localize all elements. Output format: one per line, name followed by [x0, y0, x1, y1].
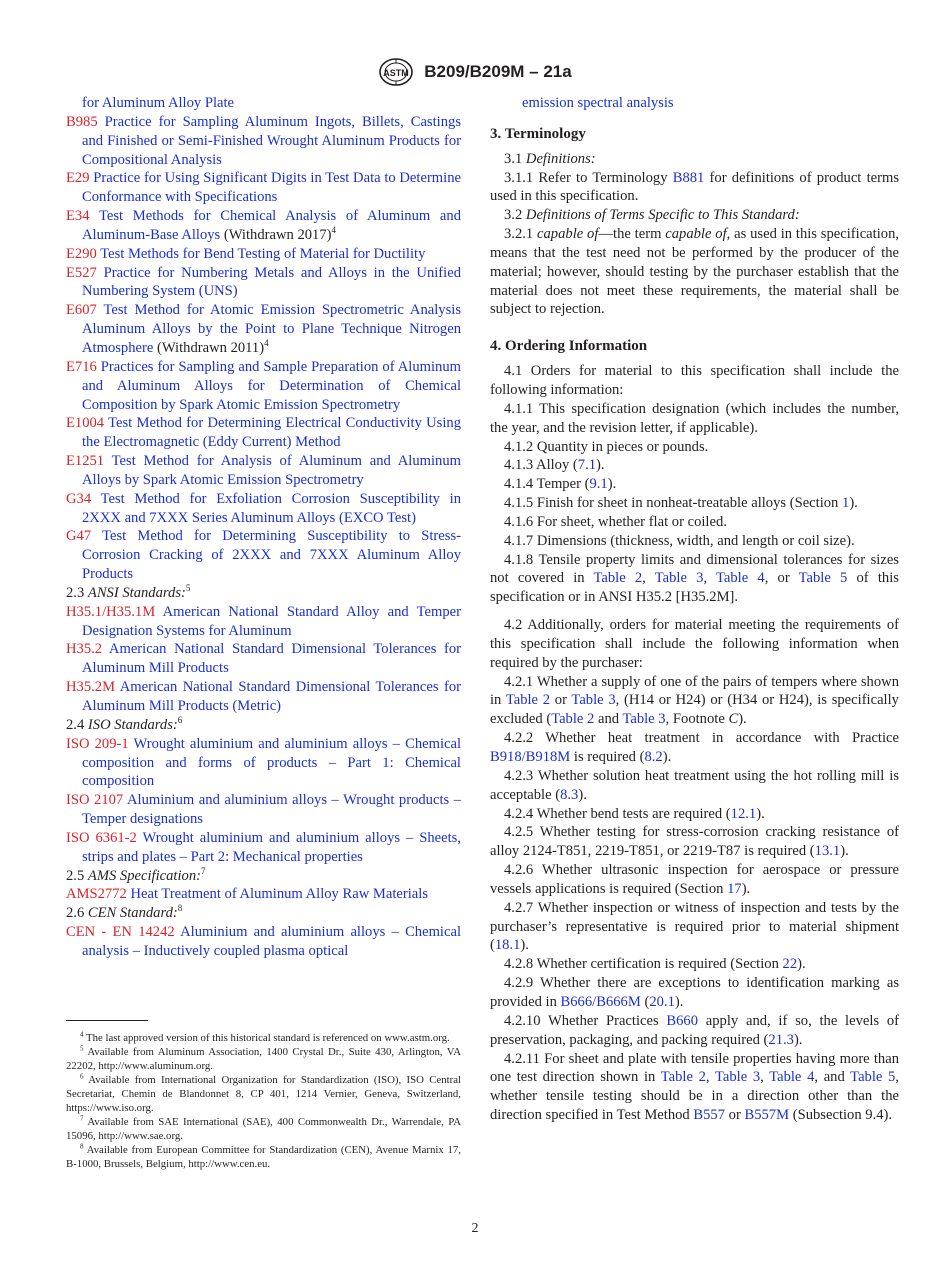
ref-link[interactable]: 21.3: [768, 1031, 794, 1048]
reference-entry: [66, 414, 461, 452]
footnote-marker: 4: [331, 225, 337, 236]
footnote-number: 8: [80, 1142, 84, 1151]
para-4-1-6: 4.1.6 For sheet, whether flat or coiled.: [504, 513, 727, 530]
para-3-1-1: 3.1.1 Refer to Terminology B881 for definitions of product terms used in this specification.: [490, 169, 899, 205]
reference-entry: [66, 113, 461, 170]
reference-code[interactable]: H35.1/H35.1M: [66, 603, 156, 620]
reference-code[interactable]: E716: [66, 358, 97, 375]
reference-title[interactable]: Test Method for Atomic Emission Spectrometric Analysis Aluminum Alloys by the Point to Plane Technique Nitrogen Atmosphere: [82, 302, 461, 356]
ref-link[interactable]: 7.1: [577, 457, 597, 474]
para-4-2-10: 4.2.10 Whether Practices B660 apply and, if so, the levels of preservation, packaging, and packing required (21.3).: [490, 1012, 900, 1048]
reference-title[interactable]: Test Methods for Chemical Analysis of Aluminum and Aluminum-Base Alloys: [82, 208, 461, 243]
footnote-text: Available from International Organization for Standardization (ISO), ISO Central Secretariat, Chemin de Blandonnet 8, CP 401, 1214 Vernier, Geneva, Switzerland, https://www.iso.org.: [66, 1074, 461, 1114]
ref-link[interactable]: Table 4: [769, 1069, 815, 1086]
para-3-2: 3.2 Definitions of Terms Specific to This Standard:: [504, 207, 800, 224]
reference-entry: [66, 829, 461, 867]
reference-title[interactable]: Wrought aluminium and aluminium alloys – Chemical composition and forms of products – Part 1: Chemical composition: [82, 735, 462, 790]
reference-title[interactable]: American National Standard Alloy and Temper Designation Systems for Aluminum: [82, 603, 461, 639]
ref-link[interactable]: B557: [693, 1107, 726, 1124]
reference-continuation: [490, 94, 899, 113]
ams-heading: 2.5 AMS Specification:$^7$: [66, 865, 206, 884]
para-4-1-1: 4.1.1 This specification designation (which includes the number, the year, and the revision letter, if applicable).: [490, 400, 899, 436]
footnote-text: Available from European Committee for Standardization (CEN), Avenue Marnix 17, B-1000, Brussels, Belgium, http://www.cen.eu.: [66, 1144, 461, 1170]
section-4-title: 4. Ordering Information: [490, 338, 648, 355]
reference-list-iso: [66, 735, 461, 867]
para-4-1-2: 4.1.2 Quantity in pieces or pounds.: [504, 438, 709, 455]
reference-code[interactable]: H35.2: [66, 641, 103, 658]
ref-link[interactable]: 17: [727, 880, 742, 897]
ref-link[interactable]: Table 3: [622, 711, 666, 728]
para-4-2-4: 4.2.4 Whether bend tests are required (12.1).: [504, 805, 765, 822]
reference-title[interactable]: Aluminium and aluminium alloys – Chemical analysis – Inductively coupled plasma optical: [82, 924, 461, 959]
para-4-2: 4.2 Additionally, orders for material meeting the requirements of this specification shall include the following information when required by the purchaser:: [490, 617, 899, 671]
reference-code[interactable]: ISO 6361-2: [66, 829, 137, 846]
reference-code[interactable]: E34: [66, 208, 90, 225]
ref-link[interactable]: 8.2: [644, 749, 663, 765]
ref-link[interactable]: 22: [782, 956, 798, 973]
reference-title[interactable]: Practice for Using Significant Digits in Test Data to Determine Conformance with Specifications: [82, 170, 461, 206]
ref-link[interactable]: 12.1: [730, 805, 757, 822]
reference-title[interactable]: Aluminium and aluminium alloys – Wrought products – Temper designations: [82, 792, 461, 828]
page-number: 2: [471, 1221, 479, 1236]
ref-link[interactable]: Table 4: [716, 570, 765, 587]
para-3-2-1: 3.2.1 capable of—the term capable of, as used in this specification, means that the test need not be performed by the producer of the material; however, should testing by the purchaser establish that the material does not meet these requirements, the material shall be subject to rejection.: [490, 226, 900, 318]
ref-link[interactable]: 8.3: [560, 786, 579, 803]
para-3-1: 3.1 Definitions:: [504, 150, 596, 167]
page-header: [0, 57, 950, 87]
section-3-title: 3. Terminology: [490, 125, 586, 142]
cen-heading: 2.6 CEN Standard:$^8$: [66, 903, 183, 922]
reference-code[interactable]: ISO 2107: [66, 792, 124, 809]
reference-entry: [66, 735, 461, 792]
footnote-text: Available from Aluminum Association, 1400 Crystal Dr., Suite 430, Arlington, VA 22202, http://www.aluminum.org.: [66, 1046, 461, 1072]
reference-code[interactable]: E290: [66, 245, 97, 262]
reference-title[interactable]: American National Standard Dimensional Tolerances for Aluminum Mill Products: [82, 641, 462, 677]
reference-list-cen: [66, 923, 461, 961]
reference-link[interactable]: emission spectral analysis: [522, 95, 674, 111]
reference-code[interactable]: AMS2772: [66, 886, 127, 903]
iso-heading: 2.4 ISO Standards:$^6$: [66, 714, 183, 733]
reference-title[interactable]: Test Method for Determining Electrical Conductivity Using the Electromagnetic (Eddy Current) Method: [82, 415, 462, 451]
ref-link[interactable]: B881: [672, 169, 705, 186]
para-4-2-3: 4.2.3 Whether solution heat treatment using the hot rolling mill is acceptable (8.3).: [490, 767, 899, 803]
para-4-1: 4.1 Orders for material to this specification shall include the following information:: [490, 363, 899, 398]
para-4-2-7: 4.2.7 Whether inspection or witness of inspection and tests by the purchaser’s representative is required prior to material shipment (18.1).: [490, 899, 899, 954]
reference-entry: [66, 640, 461, 678]
reference-continuation: [66, 94, 461, 113]
ref-link[interactable]: B557M: [744, 1107, 790, 1124]
reference-code[interactable]: B985: [66, 113, 98, 130]
reference-code[interactable]: G47: [66, 528, 92, 545]
para-4-1-8: 4.1.8 Tensile property limits and dimensional tolerances for sizes not covered in Table 2, Table 3, Table 4, or Table 5 of this specification or in ANSI H35.2 [H35.2M].: [490, 551, 899, 606]
reference-code[interactable]: E1251: [66, 453, 105, 470]
reference-title[interactable]: Heat Treatment of Aluminum Alloy Raw Materials: [130, 886, 429, 903]
reference-list-ams: [66, 885, 461, 904]
reference-title[interactable]: Test Method for Analysis of Aluminum and Aluminum Alloys by Spark Atomic Emission Spectrometry: [82, 453, 462, 488]
document-designation: B209/B209M – 21a: [424, 62, 572, 81]
footnote-text: The last approved version of this historical standard is referenced on www.astm.org.: [86, 1032, 450, 1044]
reference-code[interactable]: E29: [66, 170, 90, 187]
footnote-text: Available from SAE International (SAE), 400 Commonwealth Dr., Warrendale, PA 15096, http://www.sae.org.: [66, 1116, 462, 1142]
reference-entry: [66, 678, 461, 716]
reference-link[interactable]: for Aluminum Alloy Plate: [82, 95, 235, 111]
ref-link[interactable]: 1: [842, 495, 850, 512]
svg-text:ASTM: ASTM: [383, 68, 410, 78]
ref-link[interactable]: B918/B918M: [490, 749, 571, 765]
footnote: [66, 1073, 461, 1115]
ref-link[interactable]: Table 3: [571, 692, 616, 709]
footnote: [66, 1143, 461, 1171]
footnote-marker: 4: [264, 338, 269, 349]
ref-link[interactable]: Table 2: [505, 692, 551, 709]
ref-link[interactable]: Table 5: [850, 1069, 896, 1086]
reference-code[interactable]: E527: [66, 264, 97, 281]
para-4-2-5: 4.2.5 Whether testing for stress-corrosion cracking resistance of alloy 2124-T851, 2219-T851, or 2219-T87 is required (13.1).: [490, 824, 899, 860]
footnote-number: 7: [80, 1114, 84, 1123]
ref-link[interactable]: Table 3: [714, 1069, 761, 1086]
reference-list-astm: [66, 113, 461, 584]
footnote: [66, 1045, 461, 1073]
footnotes: [66, 1031, 461, 1171]
para-4-2-1: 4.2.1 Whether a supply of one of the pairs of tempers where shown in Table 2 or Table 3, (H14 or H24) or (H34 or H24), is specifically excluded (Table 2 and Table 3, Footnote C).: [490, 673, 899, 728]
reference-entry: [66, 301, 461, 358]
footnote-number: 5: [80, 1044, 84, 1053]
right-column: [490, 94, 899, 1125]
ref-link[interactable]: Table 2: [660, 1069, 706, 1086]
reference-note: (Withdrawn 2011): [153, 339, 265, 356]
para-4-2-8: 4.2.8 Whether certification is required (Section 22).: [504, 956, 806, 973]
para-4-2-2: 4.2.2 Whether heat treatment in accordance with Practice B918/B918M is required (8.2).: [490, 730, 899, 765]
reference-title[interactable]: Test Methods for Bend Testing of Material for Ductility: [100, 245, 426, 262]
para-4-1-3: 4.1.3 Alloy (7.1).: [504, 457, 605, 474]
reference-entry: [66, 207, 461, 245]
reference-entry: [66, 169, 461, 207]
footnote-number: 6: [80, 1072, 84, 1081]
reference-title[interactable]: Test Method for Exfoliation Corrosion Susceptibility in 2XXX and 7XXX Series Aluminum Alloys (EXCO Test): [82, 490, 462, 526]
ref-link[interactable]: Table 2: [593, 570, 643, 587]
reference-note: (Withdrawn 2017): [220, 226, 332, 243]
reference-entry: [66, 923, 461, 961]
reference-title[interactable]: Practices for Sampling and Sample Preparation of Aluminum and Aluminum Alloys for Determination of Chemical Composition by Spark Atomic Emission Spectrometry: [82, 358, 461, 413]
reference-title[interactable]: Practice for Sampling Aluminum Ingots, Billets, Castings and Finished or Semi-Finished Wrought Aluminum Products for Compositional Analysis: [82, 113, 461, 168]
ref-link[interactable]: 18.1: [494, 937, 521, 954]
reference-entry: [66, 264, 461, 302]
ref-link[interactable]: Table 3: [654, 570, 704, 587]
para-4-1-4: 4.1.4 Temper (9.1).: [504, 476, 617, 493]
reference-code[interactable]: G34: [66, 490, 92, 507]
ref-link[interactable]: 13.1: [814, 843, 841, 860]
reference-list-ansi: [66, 603, 461, 716]
reference-code[interactable]: CEN - EN 14242: [66, 924, 175, 941]
reference-title[interactable]: Practice for Numbering Metals and Alloys in the Unified Numbering System (UNS): [82, 264, 461, 300]
ref-link[interactable]: B666/B666M: [560, 993, 641, 1010]
ansi-heading: 2.3 ANSI Standards:$^5$: [66, 583, 191, 601]
footnote-divider: [66, 1020, 148, 1021]
reference-entry: [66, 245, 461, 264]
footnote: [66, 1031, 461, 1045]
reference-entry: [66, 490, 461, 528]
reference-code[interactable]: E1004: [66, 415, 105, 432]
para-4-1-7: 4.1.7 Dimensions (thickness, width, and length or coil size).: [504, 532, 855, 549]
footnote: [66, 1115, 461, 1143]
para-4-2-9: 4.2.9 Whether there are exceptions to identification marking as provided in B666/B666M (20.1).: [490, 975, 899, 1010]
ref-link[interactable]: Table 5: [798, 570, 848, 587]
reference-title[interactable]: Test Method for Determining Susceptibility to Stress-Corrosion Cracking of 2XXX and 7XXX Aluminum Alloy Products: [82, 528, 461, 583]
ref-link[interactable]: B660: [666, 1012, 699, 1029]
reference-title[interactable]: Wrought aluminium and aluminium alloys – Sheets, strips and plates – Part 2: Mechanical properties: [82, 829, 462, 865]
ref-link[interactable]: Table 2: [551, 711, 595, 728]
reference-code[interactable]: E607: [66, 302, 97, 319]
reference-entry: [66, 603, 461, 641]
reference-code[interactable]: ISO 209-1: [66, 735, 129, 752]
reference-entry: [66, 527, 461, 584]
reference-entry: [66, 885, 461, 904]
para-4-1-5: 4.1.5 Finish for sheet in nonheat-treatable alloys (Section 1).: [504, 495, 858, 512]
footnote-number: 4: [80, 1030, 84, 1039]
reference-code[interactable]: H35.2M: [66, 679, 116, 696]
para-4-2-6: 4.2.6 Whether ultrasonic inspection for aerospace or pressure vessels applications is required (Section 17).: [490, 862, 899, 897]
reference-entry: [66, 358, 461, 415]
reference-title[interactable]: American National Standard Dimensional Tolerances for Aluminum Mill Products (Metric): [82, 679, 461, 714]
ref-link[interactable]: 20.1: [649, 993, 675, 1010]
ref-link[interactable]: 9.1: [589, 476, 608, 493]
reference-entry: [66, 452, 461, 490]
para-4-2-11: 4.2.11 For sheet and plate with tensile properties having more than one test direction shown in Table 2, Table 3, Table 4, and Table 5, whether tensile testing should be in a direction other than the direction specified in Test Method B557 or B557M (Subsection 9.4).: [490, 1050, 899, 1124]
left-column: [66, 94, 461, 961]
reference-entry: [66, 791, 461, 829]
astm-logo-icon: [378, 57, 414, 87]
